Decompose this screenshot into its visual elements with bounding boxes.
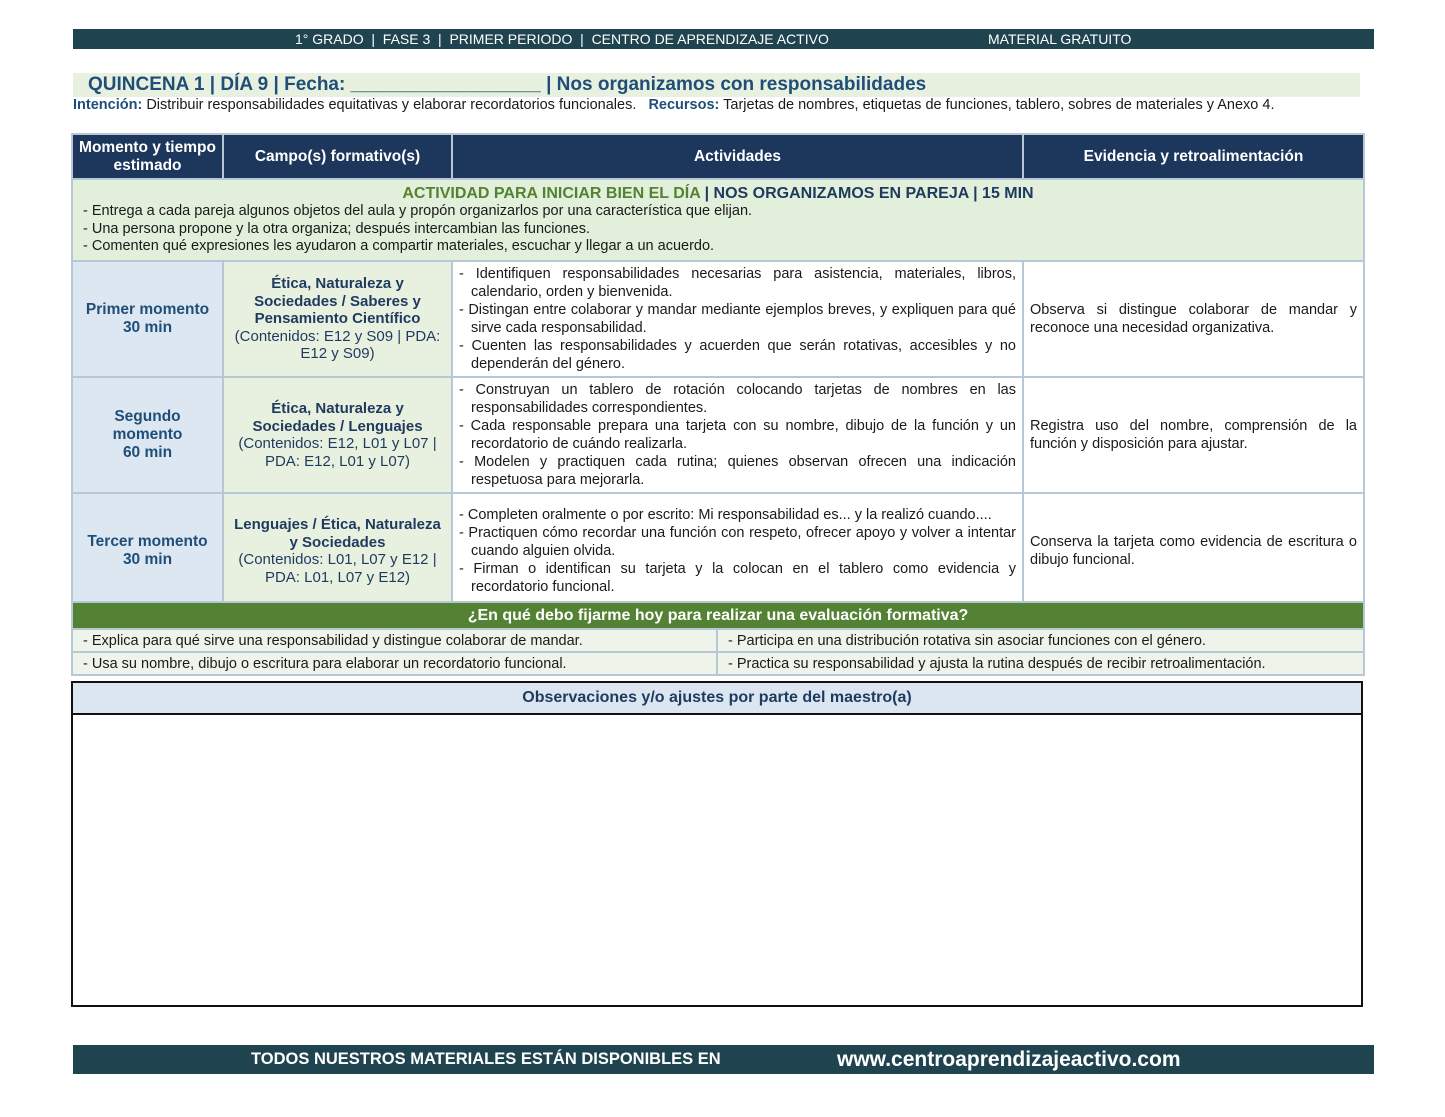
campo-formativo: Ética, Naturaleza y Sociedades / Saberes y Pensamiento Científico xyxy=(254,275,421,328)
starter-activity xyxy=(72,179,1364,261)
activity-item: - Firman o identifican su tarjeta y la colocan en el tablero como evidencia y recordatorio funcional. xyxy=(459,561,1016,595)
starter-line: - Entrega a cada pareja algunos objetos del aula y propón organizarlos por una característica que elijan. xyxy=(83,203,753,220)
evidence-cell: Observa si distingue colaborar de mandar y reconoce una necesidad organizativa. xyxy=(1023,261,1364,377)
campo-cell xyxy=(223,261,452,377)
table-row xyxy=(72,493,1364,609)
header-campo: Campo(s) formativo(s) xyxy=(223,134,452,179)
activity-item: - Identifiquen responsabilidades necesarias para asistencia, materiales, libros, calendario, orden y bienvenida. xyxy=(459,266,1016,300)
activity-item: - Cuenten las responsabilidades y acuerden que serán rotativas, accesibles y no dependerán del género. xyxy=(459,338,1016,372)
evaluation-item: - Participa en una distribución rotativa sin asociar funciones con el género. xyxy=(717,629,1364,652)
evaluation-item: - Usa su nombre, dibujo o escritura para elaborar un recordatorio funcional. xyxy=(72,652,717,675)
intention-text: Distribuir responsabilidades equitativas y elaborar recordatorios funcionales. xyxy=(146,97,637,113)
starter-title-green: ACTIVIDAD PARA INICIAR BIEN EL DÍA xyxy=(402,185,701,203)
evidence-cell: Registra uso del nombre, comprensión de la función y disposición para ajustar. xyxy=(1023,377,1364,493)
table-row xyxy=(72,261,1364,377)
activities-cell xyxy=(452,493,1023,609)
resources-label: Recursos: xyxy=(648,97,720,113)
activity-item: - Distingan entre colaborar y mandar mediante ejemplos breves, y expliquen para qué sirve cada responsabilidad. xyxy=(459,302,1016,336)
evidence-cell: Conserva la tarjeta como evidencia de escritura o dibujo funcional. xyxy=(1023,493,1364,609)
campo-formativo: Ética, Naturaleza y Sociedades / Lenguajes xyxy=(252,400,423,435)
footer-url[interactable]: www.centroaprendizajeactivo.com xyxy=(837,1048,1181,1071)
campo-cell xyxy=(223,493,452,609)
resources-text: Tarjetas de nombres, etiquetas de funciones, tablero, sobres de materiales y Anexo 4. xyxy=(723,97,1275,113)
contenidos: (Contenidos: E12 y S09 | PDA: E12 y S09) xyxy=(234,327,441,363)
moment-time: 30 min xyxy=(122,319,173,336)
moment-name: Tercer momento xyxy=(87,533,208,550)
contenidos: (Contenidos: E12, L01 y L07 | PDA: E12, L01 y L07) xyxy=(238,435,437,470)
moment-name: Primer momento xyxy=(85,301,210,318)
moment-time: 30 min xyxy=(122,551,173,568)
header-moment: Momento y tiempo estimado xyxy=(72,134,223,179)
moment-cell xyxy=(72,377,223,493)
activity-item: - Practiquen cómo recordar una función con respeto, ofrecer apoyo y volver a intentar cuando alguien olvida. xyxy=(459,525,1016,559)
evaluation-item: - Practica su responsabilidad y ajusta la rutina después de recibir retroalimentación. xyxy=(717,652,1364,675)
activities-cell xyxy=(452,261,1023,377)
campo-cell xyxy=(223,377,452,493)
evaluation-item: - Explica para qué sirve una responsabilidad y distingue colaborar de mandar. xyxy=(72,629,717,652)
contenidos: (Contenidos: L01, L07 y E12 | PDA: L01, L07 y E12) xyxy=(238,551,437,586)
table-row xyxy=(72,377,1364,493)
intention-label: Intención: xyxy=(73,97,143,113)
moment-cell xyxy=(72,493,223,609)
activity-item: - Cada responsable prepara una tarjeta con su nombre, dibujo de la función y un recordatorio de cuándo realizarla. xyxy=(459,418,1016,452)
evaluation-title: ¿En qué debo fijarme hoy para realizar una evaluación formativa? xyxy=(72,602,1364,629)
starter-title xyxy=(83,184,1353,203)
activity-item: - Completen oralmente o por escrito: Mi responsabilidad es... y la realizó cuando.... xyxy=(459,507,992,523)
plan-table xyxy=(71,133,1365,610)
moment-cell xyxy=(72,261,223,377)
observations-box xyxy=(71,681,1363,1007)
table-header-row xyxy=(72,134,1364,179)
moment-time: 60 min xyxy=(122,444,173,461)
page-title: QUINCENA 1 | DÍA 9 | Fecha: __________________ | Nos organizamos con responsabilidades xyxy=(73,73,1360,97)
observations-title: Observaciones y/o ajustes por parte del maestro(a) xyxy=(73,683,1361,715)
activity-item: - Modelen y practiquen cada rutina; quienes observan ofrecen una indicación respetuosa para mejorarla. xyxy=(459,454,1016,488)
header-evidence: Evidencia y retroalimentación xyxy=(1023,134,1364,179)
footer-banner xyxy=(73,1045,1374,1074)
header-info: 1° GRADO | FASE 3 | PRIMER PERIODO | CENTRO DE APRENDIZAJE ACTIVO xyxy=(295,31,829,47)
intention-paragraph xyxy=(73,97,1375,114)
top-banner xyxy=(73,29,1374,49)
header-activities: Actividades xyxy=(452,134,1023,179)
activities-cell xyxy=(452,377,1023,493)
starter-line: - Una persona propone y la otra organiza; después intercambian las funciones. xyxy=(83,220,590,237)
moment-name: Segundo momento xyxy=(112,408,183,443)
starter-title-blue: | NOS ORGANIZAMOS EN PAREJA | 15 MIN xyxy=(700,185,1034,203)
activity-item: - Construyan un tablero de rotación colocando tarjetas de nombres en las responsabilidades correspondientes. xyxy=(459,382,1016,416)
campo-formativo: Lenguajes / Ética, Naturaleza y Sociedades xyxy=(234,516,441,551)
evaluation-table xyxy=(71,601,1365,676)
footer-text: TODOS NUESTROS MATERIALES ESTÁN DISPONIBLES EN xyxy=(251,1050,721,1068)
starter-line: - Comenten qué expresiones les ayudaron a compartir materiales, escuchar y llegar a un acuerdo. xyxy=(83,238,715,255)
header-free-material: MATERIAL GRATUITO xyxy=(988,31,1132,47)
starter-row xyxy=(72,179,1364,261)
